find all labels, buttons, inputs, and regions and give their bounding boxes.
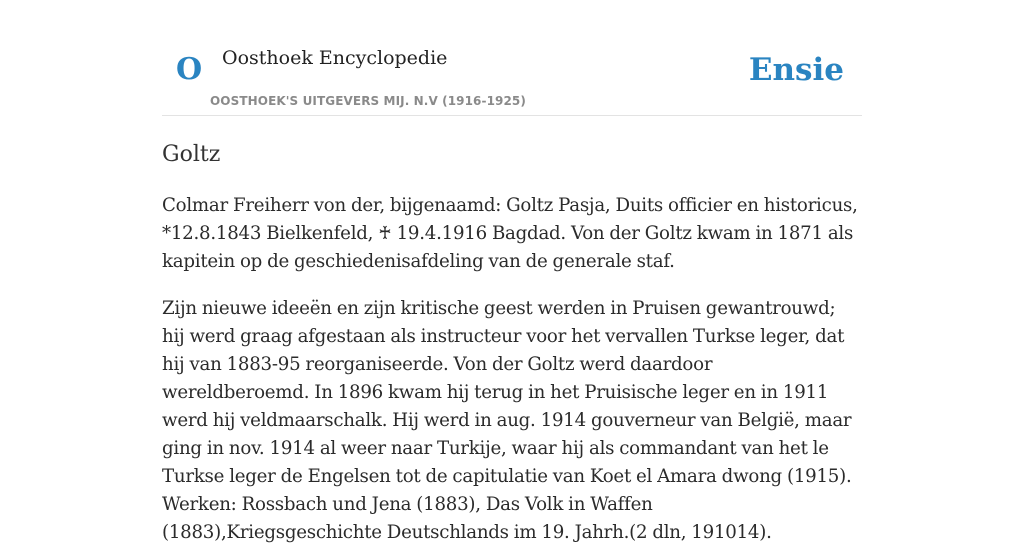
- book-logo-letter[interactable]: O: [176, 52, 203, 87]
- book-header: [162, 0, 862, 116]
- content-column: [162, 0, 862, 543]
- entry-paragraph-1: Colmar Freiherr von der, bijgenaamd: Goltz Pasja, Duits officier en historicus, *12.8.1843 Bielkenfeld, ♰ 19.4.1916 Bagdad. Von der Goltz kwam in 1871 als kapitein op de geschiedenisafdeling van de generale staf.: [162, 195, 858, 272]
- entry-paragraph-2: Zijn nieuwe ideeën en zijn kritische geest werden in Pruisen gewantrouwd; hij werd graag afgestaan als instructeur voor het vervallen Turkse leger, dat hij van 1883-95 reorganiseerde. Von der Goltz werd daardoor wereldberoemd. In 1896 kwam hij terug in het Pruisische leger en in 1911 werd hij veldmaarschalk. Hij werd in aug. 1914 gouverneur van België, maar ging in nov. 1914 al weer naar Turkije, waar hij als commandant van het le Turkse leger de Engelsen tot de capitulatie van Koet el Amara dwong (1915). Werken: Rossbach und Jena (1883), Das Volk in Waffen (1883),Kriegsgeschichte Deutschlands im 19. Jahrh.(2 dln, 191014).: [162, 298, 852, 543]
- book-title-link[interactable]: Oosthoek Encyclopedie: [222, 47, 448, 69]
- entry-title: Goltz: [162, 142, 221, 167]
- ensie-brand-link[interactable]: Ensie: [748, 52, 844, 88]
- publisher-label: OOSTHOEK'S UITGEVERS MIJ. N.V (1916-1925): [210, 94, 526, 108]
